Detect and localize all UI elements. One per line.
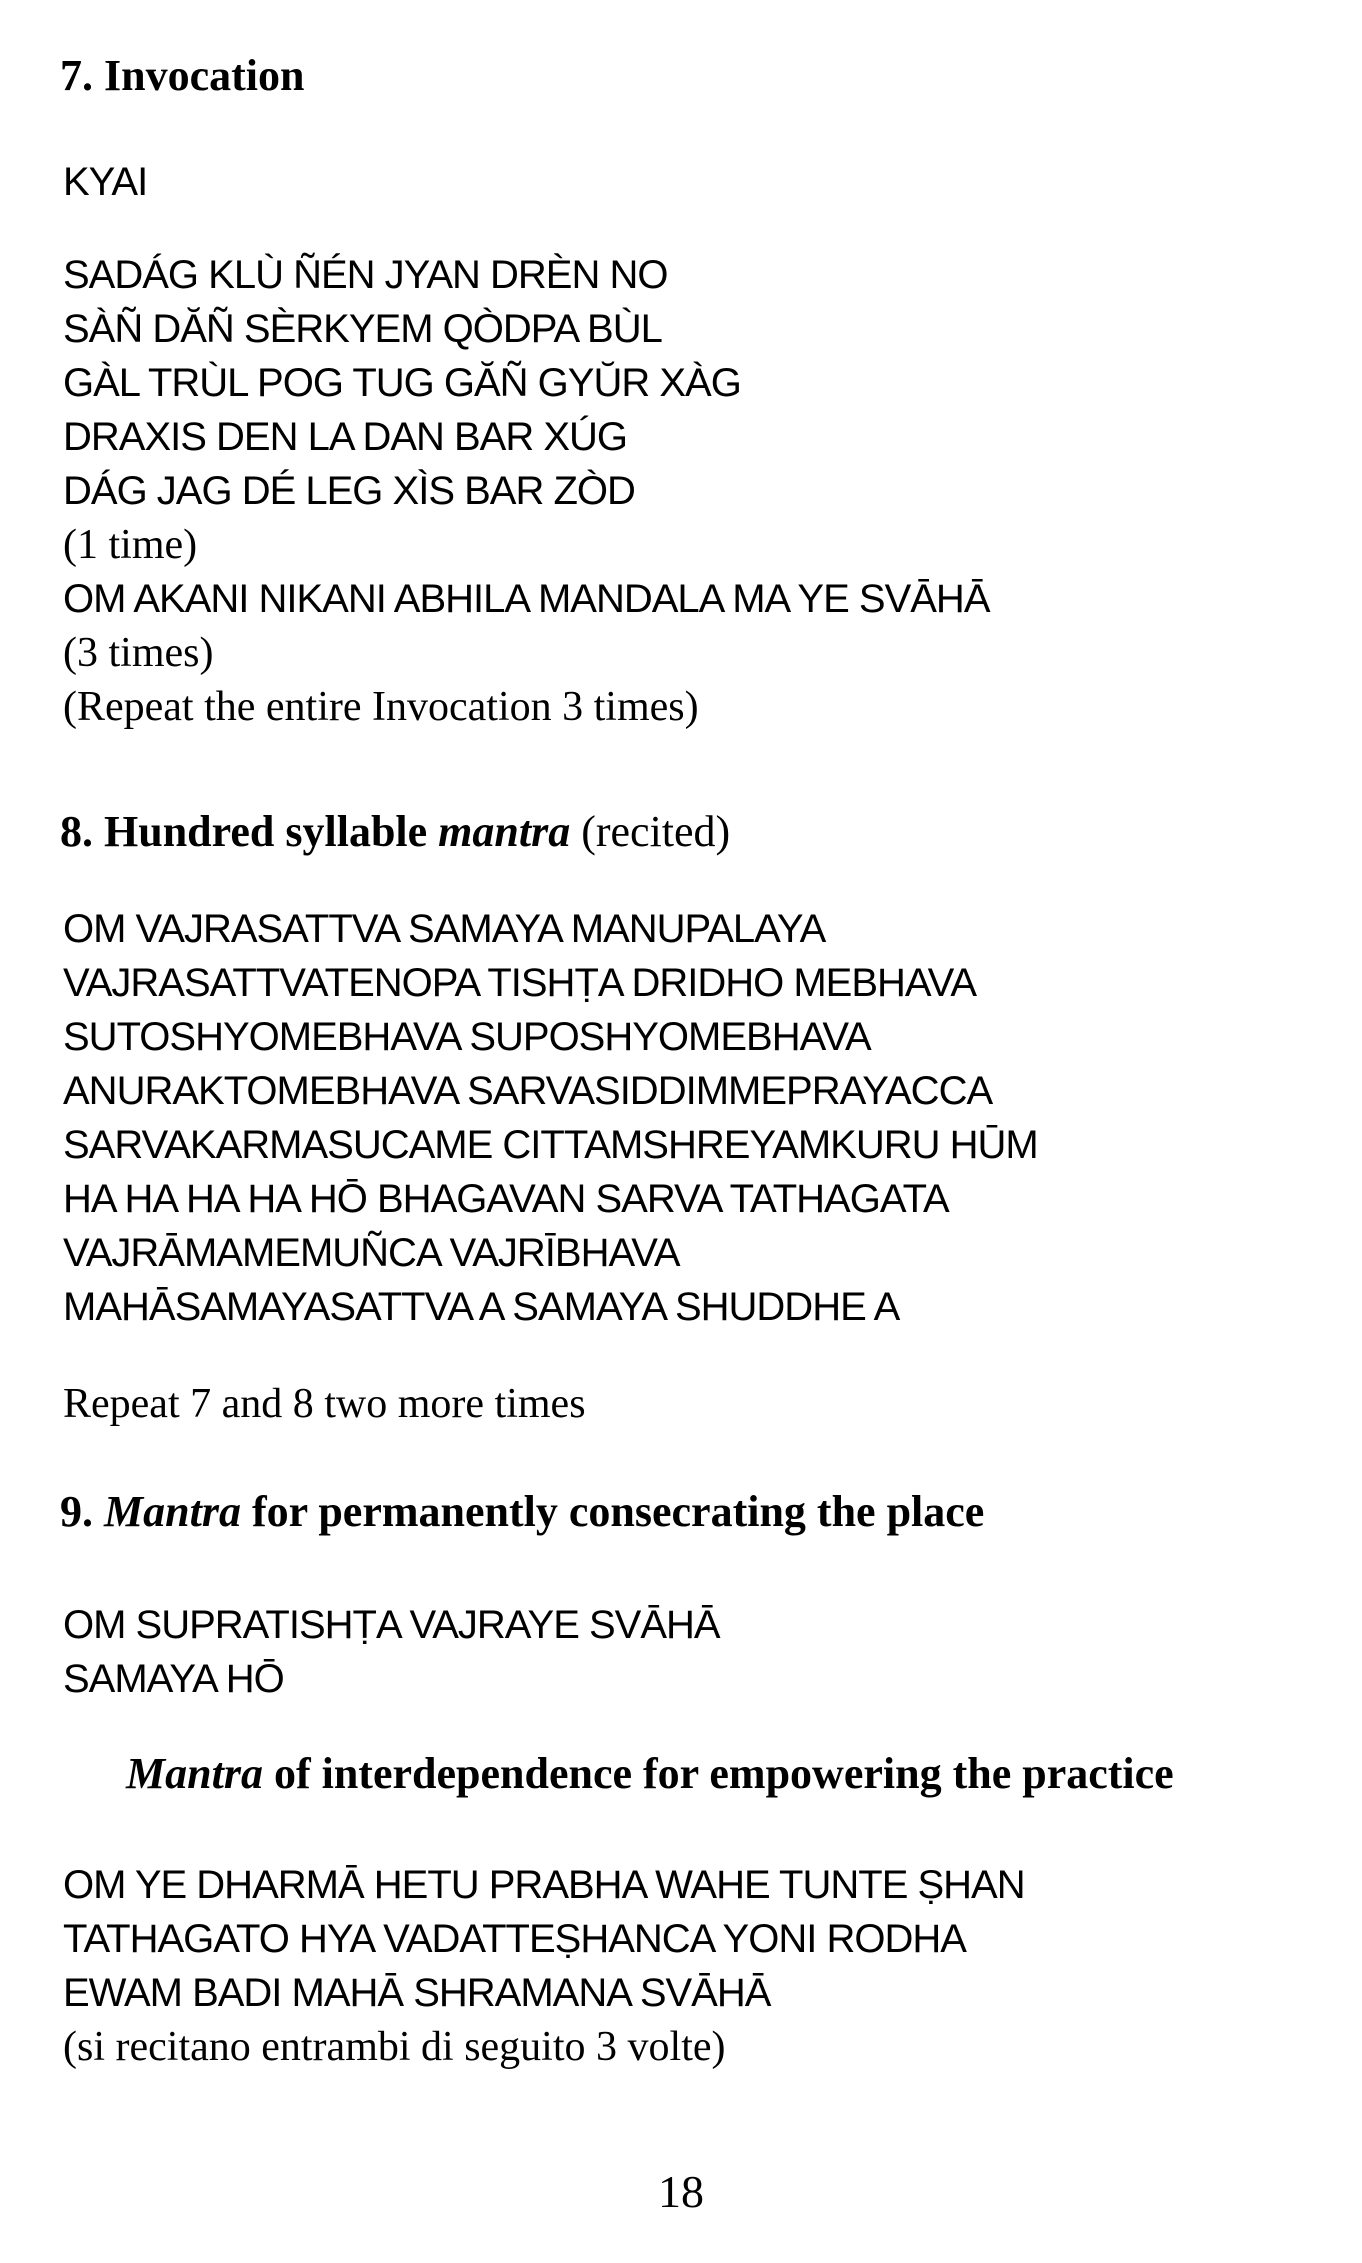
section-9-heading — [60, 1488, 984, 1536]
recitation-note: (si recitano entrambi di seguito 3 volte) — [63, 2024, 726, 2070]
section-8-heading-italic: mantra — [438, 807, 571, 856]
section-9-heading-number: 9. — [60, 1487, 104, 1536]
mantra-line: VAJRASATTVATENOPA TISHṬA DRIDHO MEBHAVA — [63, 961, 977, 1005]
section-8-heading — [60, 808, 730, 856]
mantra-line: MAHĀSAMAYASATTVA A SAMAYA SHUDDHE A — [63, 1285, 900, 1329]
section-7-heading: 7. Invocation — [60, 51, 305, 100]
verse-line: SADÁG KLÙ ÑÉN JYAN DRÈN NO — [63, 253, 668, 297]
page-number: 18 — [658, 2166, 704, 2217]
section-9-heading-italic: Mantra — [104, 1487, 241, 1536]
section-8-heading-suffix: (recited) — [570, 807, 731, 856]
repeat-invocation-note: (Repeat the entire Invocation 3 times) — [63, 684, 699, 730]
kyai-line: KYAI — [63, 160, 148, 204]
verse-line: DÁG JAG DÉ LEG XÌS BAR ZÒD — [63, 469, 635, 513]
repetition-note: (3 times) — [63, 630, 214, 676]
repetition-note: (1 time) — [63, 522, 198, 568]
repeat-note: Repeat 7 and 8 two more times — [63, 1381, 586, 1427]
mantra-line: VAJRĀMAMEMUÑCA VAJRĪBHAVA — [63, 1231, 680, 1275]
consecration-mantra — [63, 1598, 720, 1706]
mantra-line: EWAM BADI MAHĀ SHRAMANA SVĀHĀ — [63, 1971, 771, 2015]
mantra-line: SAMAYA HŌ — [63, 1657, 284, 1701]
interdependence-heading-italic: Mantra — [126, 1749, 263, 1798]
verse-line: GÀL TRÙL POG TUG GĂÑ GYŬR XÀG — [63, 361, 741, 405]
mantra-line: ANURAKTOMEBHAVA SARVASIDDIMMEPRAYACCA — [63, 1069, 993, 1113]
mantra-line: OM SUPRATISHṬA VAJRAYE SVĀHĀ — [63, 1603, 720, 1647]
verse-line: SÀÑ DĂÑ SÈRKYEM QÒDPA BÙL — [63, 307, 662, 351]
invocation-mantra: OM AKANI NIKANI ABHILA MANDALA MA YE SVĀHĀ — [63, 577, 990, 621]
mantra-line: TATHAGATO HYA VADATTEṢHANCA YONI RODHA — [63, 1917, 966, 1961]
section-8-heading-prefix: 8. Hundred syllable — [60, 807, 439, 856]
mantra-line: OM VAJRASATTVA SAMAYA MANUPALAYA — [63, 907, 826, 951]
interdependence-mantra — [63, 1858, 1025, 2074]
interdependence-heading — [126, 1750, 1174, 1798]
verse-line: DRAXIS DEN LA DAN BAR XÚG — [63, 415, 628, 459]
hundred-syllable-mantra — [63, 902, 1038, 1334]
mantra-line: OM YE DHARMĀ HETU PRABHA WAHE TUNTE ṢHAN — [63, 1863, 1025, 1907]
invocation-verse — [63, 248, 990, 734]
section-9-heading-rest: for permanently consecrating the place — [240, 1487, 985, 1536]
mantra-line: SARVAKARMASUCAME CITTAMSHREYAMKURU HŪM — [63, 1123, 1038, 1167]
mantra-line: SUTOSHYOMEBHAVA SUPOSHYOMEBHAVA — [63, 1015, 871, 1059]
interdependence-heading-rest: of interdependence for empowering the practice — [262, 1749, 1174, 1798]
mantra-line: HA HA HA HA HŌ BHAGAVAN SARVA TATHAGATA — [63, 1177, 949, 1221]
